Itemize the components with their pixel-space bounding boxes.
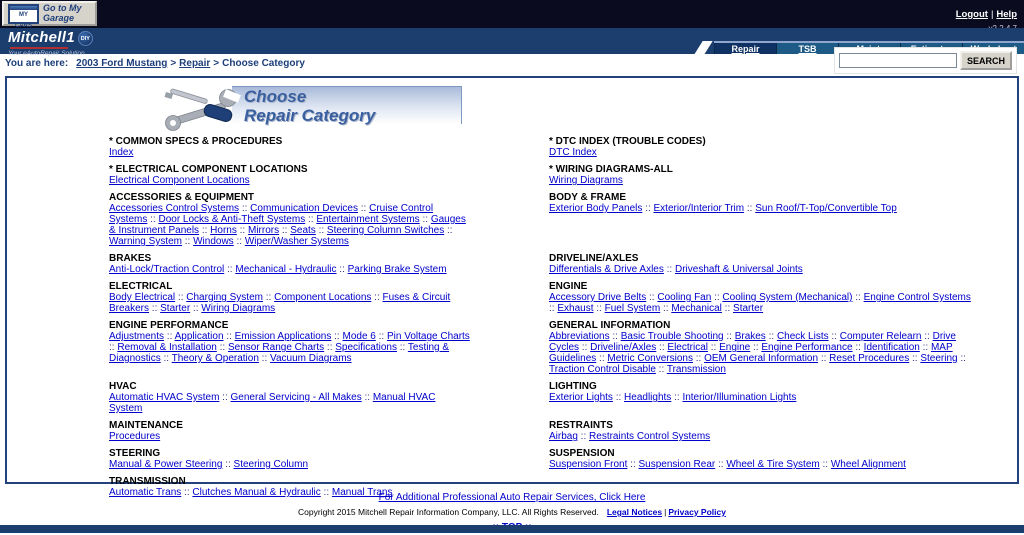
category-heading: GENERAL INFORMATION	[549, 320, 671, 331]
link-separator: ::	[909, 353, 921, 364]
category-link[interactable]: Entertainment Systems	[316, 214, 420, 225]
link-separator: ::	[375, 331, 387, 342]
link-separator: ::	[715, 459, 727, 470]
link-separator: ::	[320, 487, 332, 498]
link-separator: ::	[331, 331, 343, 342]
logo-red-swoosh	[10, 47, 68, 49]
category-link[interactable]: Transmission	[666, 364, 726, 375]
category-link[interactable]: Anti-Lock/Traction Control	[109, 264, 225, 275]
page-title-line2: Repair Category	[244, 106, 376, 125]
link-separator: ::	[692, 353, 705, 364]
category-link[interactable]: Body Electrical	[109, 292, 176, 303]
category-section	[109, 281, 471, 314]
category-cell-right	[549, 164, 973, 192]
mitchell1-logo[interactable]	[8, 29, 93, 57]
category-links	[549, 203, 973, 214]
help-link[interactable]: Help	[996, 9, 1017, 20]
link-separator: ::	[579, 342, 591, 353]
category-section	[549, 136, 973, 158]
category-link[interactable]: Accessory Drive Belts	[549, 292, 647, 303]
category-cell-left	[109, 253, 549, 281]
category-cell-left	[109, 476, 549, 504]
link-separator: ::	[723, 331, 735, 342]
category-cell-left	[109, 448, 549, 476]
category-link[interactable]: Sensor Range Charts	[227, 342, 325, 353]
link-separator: ::	[190, 303, 202, 314]
category-section	[109, 192, 471, 247]
category-link[interactable]: Engine Control Systems	[863, 292, 971, 303]
category-row	[109, 381, 973, 420]
search-button[interactable]: SEARCH	[960, 51, 1012, 70]
category-link[interactable]: Clutches Manual & Hydraulic	[192, 487, 321, 498]
category-heading: ACCESSORIES & EQUIPMENT	[109, 192, 255, 203]
category-link[interactable]: Cooling Fan	[657, 292, 712, 303]
category-cell-left	[109, 420, 549, 448]
category-row	[109, 320, 973, 381]
category-link[interactable]: Emission Applications	[234, 331, 332, 342]
breadcrumb-separator: >	[170, 58, 177, 69]
category-link[interactable]: Manual HVAC System	[109, 392, 436, 414]
link-separator: ::	[852, 292, 864, 303]
link-separator: ::	[765, 331, 777, 342]
category-heading: BRAKES	[109, 253, 152, 264]
category-heading: DRIVELINE/AXLES	[549, 253, 639, 264]
category-links	[109, 459, 471, 470]
link-separator: ::	[744, 203, 756, 214]
category-heading: ELECTRICAL	[109, 281, 173, 292]
link-separator: ::	[324, 342, 336, 353]
category-link[interactable]: Wheel & Tire System	[726, 459, 820, 470]
link-separator: ::	[305, 214, 317, 225]
link-separator: ::	[361, 392, 373, 403]
link-separator: ::	[224, 264, 236, 275]
category-link[interactable]: MAP Guidelines	[549, 342, 953, 364]
link-separator: ::	[199, 225, 211, 236]
category-link[interactable]: Engine Performance	[761, 342, 853, 353]
category-links	[549, 431, 973, 442]
link-separator: ::	[828, 331, 840, 342]
link-separator: ::	[663, 264, 675, 275]
link-separator: ::	[707, 342, 720, 353]
page-title	[244, 87, 375, 125]
diy-globe-icon: DIY	[78, 31, 93, 46]
category-section	[109, 320, 471, 364]
category-link[interactable]: Manual & Power Steering	[109, 459, 223, 470]
category-cell-right	[549, 136, 973, 164]
category-links	[549, 331, 973, 375]
category-link[interactable]: Identification	[863, 342, 920, 353]
link-separator: ::	[711, 292, 723, 303]
link-separator: ::	[358, 203, 370, 214]
breadcrumb-vehicle-link[interactable]: 2003 Ford Mustang	[76, 58, 168, 69]
copyright-line	[0, 507, 1024, 517]
link-separator: ::	[279, 225, 291, 236]
breadcrumb-separator: >	[213, 58, 220, 69]
category-link[interactable]: Computer Relearn	[839, 331, 922, 342]
link-separator: ::	[656, 342, 668, 353]
category-row	[109, 448, 973, 476]
category-heading: ENGINE	[549, 281, 588, 292]
category-link[interactable]: Cruise Control Systems	[109, 203, 434, 225]
category-link[interactable]: Exterior/Interior Trim	[653, 203, 745, 214]
category-link[interactable]: Gauges & Instrument Panels	[109, 214, 466, 236]
category-links	[549, 264, 973, 275]
category-link[interactable]: Airbag	[549, 431, 578, 442]
my-cars-label: MY CARS	[14, 11, 32, 29]
link-separator: ::	[596, 353, 608, 364]
category-links	[109, 203, 471, 247]
additional-services-link[interactable]: For Additional Professional Auto Repair Services, Click Here	[378, 492, 646, 503]
category-cell-right	[549, 420, 973, 448]
category-link[interactable]: Charging System	[186, 292, 263, 303]
link-separator: ::	[655, 364, 667, 375]
category-links	[109, 487, 471, 498]
category-link[interactable]: Fuses & Circuit Breakers	[109, 292, 451, 314]
category-link[interactable]: Suspension Front	[549, 459, 628, 470]
link-separator: ::	[852, 342, 864, 353]
category-link[interactable]: Removal & Installation	[117, 342, 217, 353]
crossed-tools-icon	[162, 85, 238, 131]
link-separator: ::	[147, 214, 159, 225]
category-links	[109, 147, 471, 158]
category-link[interactable]: Steering Column	[233, 459, 309, 470]
category-section	[549, 192, 973, 214]
category-link[interactable]: Drive Cycles	[549, 331, 956, 353]
link-separator: ::	[396, 342, 408, 353]
category-link[interactable]: Pin Voltage Charts	[386, 331, 470, 342]
link-separator: ::	[216, 342, 228, 353]
category-heading: LIGHTING	[549, 381, 597, 392]
category-link[interactable]: Steering Column Switches	[326, 225, 445, 236]
category-links	[549, 147, 973, 158]
category-cell-left	[109, 136, 549, 164]
category-link[interactable]: Differentials & Drive Axles	[549, 264, 664, 275]
category-section	[549, 448, 973, 470]
tab-repair[interactable]: Repair	[714, 43, 776, 54]
breadcrumb-prefix: You are here:	[5, 58, 69, 69]
category-heading: * DTC INDEX (TROUBLE CODES)	[549, 136, 706, 147]
category-link[interactable]: Parking Brake System	[347, 264, 447, 275]
category-heading: * WIRING DIAGRAMS-ALL	[549, 164, 673, 175]
category-link[interactable]: DTC Index	[549, 147, 597, 158]
link-separator: ::	[646, 292, 658, 303]
category-link[interactable]: Restraints Control Systems	[589, 431, 711, 442]
link-separator: ::	[549, 303, 558, 314]
category-link[interactable]: Mirrors	[247, 225, 280, 236]
category-links	[549, 459, 973, 470]
garage-button-label: Go to My Garage	[43, 2, 82, 23]
category-cell-right	[549, 381, 973, 420]
link-separator: ::	[957, 353, 966, 364]
link-separator: ::	[642, 203, 654, 214]
link-separator: ::	[181, 236, 194, 247]
link-separator: ::	[181, 487, 193, 498]
link-separator: ::	[660, 303, 672, 314]
category-link[interactable]: Sun Roof/T-Top/Convertible Top	[755, 203, 897, 214]
category-section	[109, 381, 471, 414]
category-link[interactable]: Theory & Operation	[171, 353, 259, 364]
category-link[interactable]: Automatic Trans	[109, 487, 182, 498]
category-heading: * ELECTRICAL COMPONENT LOCATIONS	[109, 164, 308, 175]
category-section	[549, 281, 973, 314]
link-separator: ::	[593, 303, 605, 314]
link-separator: ::	[109, 342, 118, 353]
category-links	[109, 392, 471, 414]
category-link[interactable]: Seats	[290, 225, 316, 236]
link-separator: ::	[750, 342, 762, 353]
tab-tsb[interactable]: TSB	[776, 43, 838, 54]
link-separator: ::	[444, 225, 453, 236]
category-link[interactable]: Horns	[210, 225, 237, 236]
link-separator: ::	[149, 303, 161, 314]
footer-divider: |	[664, 507, 667, 517]
link-separator: ::	[819, 459, 831, 470]
category-link[interactable]: Driveshaft & Universal Joints	[674, 264, 803, 275]
category-links	[109, 331, 471, 364]
category-section	[109, 164, 471, 186]
category-link[interactable]: Electrical	[667, 342, 708, 353]
category-section	[109, 476, 471, 498]
link-separator: ::	[419, 214, 431, 225]
category-links	[549, 292, 973, 314]
category-section	[549, 420, 973, 442]
category-links	[109, 264, 471, 275]
link-separator: ::	[919, 342, 931, 353]
category-section	[549, 253, 973, 275]
category-cell-right	[549, 253, 973, 281]
category-grid	[109, 136, 973, 504]
category-link[interactable]: Traction Control Disable	[549, 364, 656, 375]
category-link[interactable]: General Servicing - All Makes	[230, 392, 362, 403]
category-cell-left	[109, 320, 549, 381]
logo-tagline: Your eAutoRepair Solution	[8, 50, 85, 57]
category-link[interactable]: Starter	[160, 303, 191, 314]
link-separator: ::	[336, 264, 348, 275]
category-link[interactable]: Suspension Rear	[638, 459, 716, 470]
category-link[interactable]: Mode 6	[342, 331, 376, 342]
category-heading: MAINTENANCE	[109, 420, 183, 431]
category-cell-right	[549, 448, 973, 476]
category-heading: * COMMON SPECS & PROCEDURES	[109, 136, 283, 147]
category-row	[109, 164, 973, 192]
category-cell-left	[109, 281, 549, 320]
category-row	[109, 136, 973, 164]
category-cell-right	[549, 192, 973, 253]
category-link[interactable]: Reset Procedures	[829, 353, 910, 364]
category-link[interactable]: Exterior Body Panels	[549, 203, 643, 214]
category-link[interactable]: Windows	[193, 236, 234, 247]
category-row	[109, 192, 973, 253]
category-link[interactable]: Component Locations	[274, 292, 372, 303]
category-link[interactable]: Metric Conversions	[607, 353, 693, 364]
link-separator: ::	[315, 225, 327, 236]
category-link[interactable]: Starter	[733, 303, 764, 314]
category-link[interactable]: Specifications	[335, 342, 397, 353]
top-bar	[0, 0, 1024, 28]
link-separator: ::	[175, 292, 187, 303]
link-separator: ::	[239, 203, 251, 214]
breadcrumb-repair-link[interactable]: Repair	[179, 58, 211, 69]
category-heading: HVAC	[109, 381, 137, 392]
category-link[interactable]: Steering	[920, 353, 958, 364]
logo-text: Mitchell1	[8, 29, 75, 46]
category-link[interactable]: Fuel System	[604, 303, 661, 314]
link-separator: ::	[371, 292, 383, 303]
category-link[interactable]: Driveline/Axles	[590, 342, 657, 353]
search-input[interactable]	[839, 53, 957, 68]
category-links	[109, 431, 471, 442]
link-separator: ::	[222, 459, 234, 470]
category-row	[109, 281, 973, 320]
legal-notices-link[interactable]: Legal Notices	[606, 507, 663, 517]
category-cell-left	[109, 192, 549, 253]
category-link[interactable]: OEM General Information	[704, 353, 819, 364]
category-link[interactable]: Wheel Alignment	[830, 459, 906, 470]
copyright-text: Copyright 2015 Mitchell Repair Information Company, LLC. All Rights Reserved.	[298, 507, 599, 517]
category-link[interactable]: Exterior Lights	[549, 392, 613, 403]
category-heading: ENGINE PERFORMANCE	[109, 320, 229, 331]
category-link[interactable]: Communication Devices	[250, 203, 358, 214]
category-link[interactable]: Door Locks & Anti-Theft Systems	[158, 214, 306, 225]
link-divider: |	[990, 9, 994, 20]
category-heading: RESTRAINTS	[549, 420, 613, 431]
category-link[interactable]: Basic Trouble Shooting	[620, 331, 724, 342]
category-link[interactable]: Mechanical	[671, 303, 722, 314]
link-separator: ::	[164, 331, 175, 342]
category-section	[109, 253, 471, 275]
breadcrumb-current: Choose Category	[222, 58, 305, 69]
category-cell-right	[549, 476, 973, 504]
category-link[interactable]: Accessories Control Systems	[109, 203, 240, 214]
category-link[interactable]: Engine	[719, 342, 751, 353]
session-links	[956, 4, 1017, 22]
link-separator: ::	[236, 225, 248, 236]
category-link[interactable]: Wiring Diagrams	[549, 175, 623, 186]
category-heading: STEERING	[109, 448, 161, 459]
link-separator: ::	[258, 353, 271, 364]
my-cars-plate-icon	[8, 4, 39, 29]
category-cell-left	[109, 164, 549, 192]
category-link[interactable]: Wiper/Washer Systems	[244, 236, 349, 247]
category-section	[109, 136, 471, 158]
category-link[interactable]: Adjustments	[109, 331, 165, 342]
link-separator: ::	[577, 431, 590, 442]
category-section	[549, 164, 973, 186]
category-heading: TRANSMISSION	[109, 476, 186, 487]
link-separator: ::	[609, 331, 621, 342]
link-separator: ::	[671, 392, 683, 403]
privacy-policy-link[interactable]: Privacy Policy	[668, 507, 726, 517]
category-links	[109, 292, 471, 314]
go-to-my-garage-button[interactable]	[2, 1, 97, 29]
category-link[interactable]: Electrical Component Locations	[109, 175, 250, 186]
search-panel	[834, 47, 1017, 74]
category-link[interactable]: Check Lists	[776, 331, 829, 342]
category-link[interactable]: Testing & Diagnostics	[109, 342, 450, 364]
link-separator: ::	[721, 303, 734, 314]
category-link[interactable]: Vacuum Diagrams	[270, 353, 352, 364]
category-link[interactable]: Automatic HVAC System	[109, 392, 220, 403]
category-link[interactable]: Headlights	[624, 392, 672, 403]
category-link[interactable]: Manual Trans	[331, 487, 393, 498]
title-area	[7, 84, 1017, 130]
logout-link[interactable]: Logout	[955, 9, 988, 20]
link-separator: ::	[921, 331, 933, 342]
category-link[interactable]: Warning System	[109, 236, 182, 247]
category-link[interactable]: Wiring Diagrams	[201, 303, 276, 314]
category-link[interactable]: Application	[174, 331, 224, 342]
category-heading: BODY & FRAME	[549, 192, 627, 203]
category-link[interactable]: Procedures	[109, 431, 161, 442]
category-cell-right	[549, 320, 973, 381]
category-link[interactable]: Brakes	[734, 331, 766, 342]
category-link[interactable]: Mechanical - Hydraulic	[235, 264, 337, 275]
category-section	[549, 381, 973, 403]
link-separator: ::	[233, 236, 245, 247]
category-links	[549, 175, 973, 186]
link-separator: ::	[818, 353, 830, 364]
link-separator: ::	[612, 392, 625, 403]
category-links	[109, 175, 471, 186]
category-cell-left	[109, 381, 549, 420]
link-separator: ::	[223, 331, 235, 342]
category-link[interactable]: Interior/Illumination Lights	[682, 392, 797, 403]
link-separator: ::	[627, 459, 639, 470]
category-row	[109, 476, 973, 504]
category-row	[109, 420, 973, 448]
category-link[interactable]: Abbreviations	[549, 331, 610, 342]
bottom-navy-bar	[0, 525, 1024, 533]
category-cell-right	[549, 281, 973, 320]
category-section	[549, 320, 973, 375]
category-heading: SUSPENSION	[549, 448, 615, 459]
link-separator: ::	[219, 392, 231, 403]
page-title-line1: Choose	[244, 87, 307, 106]
category-link[interactable]: Cooling System (Mechanical)	[722, 292, 853, 303]
category-link[interactable]: Exhaust	[557, 303, 594, 314]
category-row	[109, 253, 973, 281]
category-section	[109, 448, 471, 470]
category-links	[549, 392, 973, 403]
link-separator: ::	[160, 353, 172, 364]
category-section	[109, 420, 471, 442]
link-separator: ::	[262, 292, 275, 303]
category-link[interactable]: Index	[109, 147, 134, 158]
